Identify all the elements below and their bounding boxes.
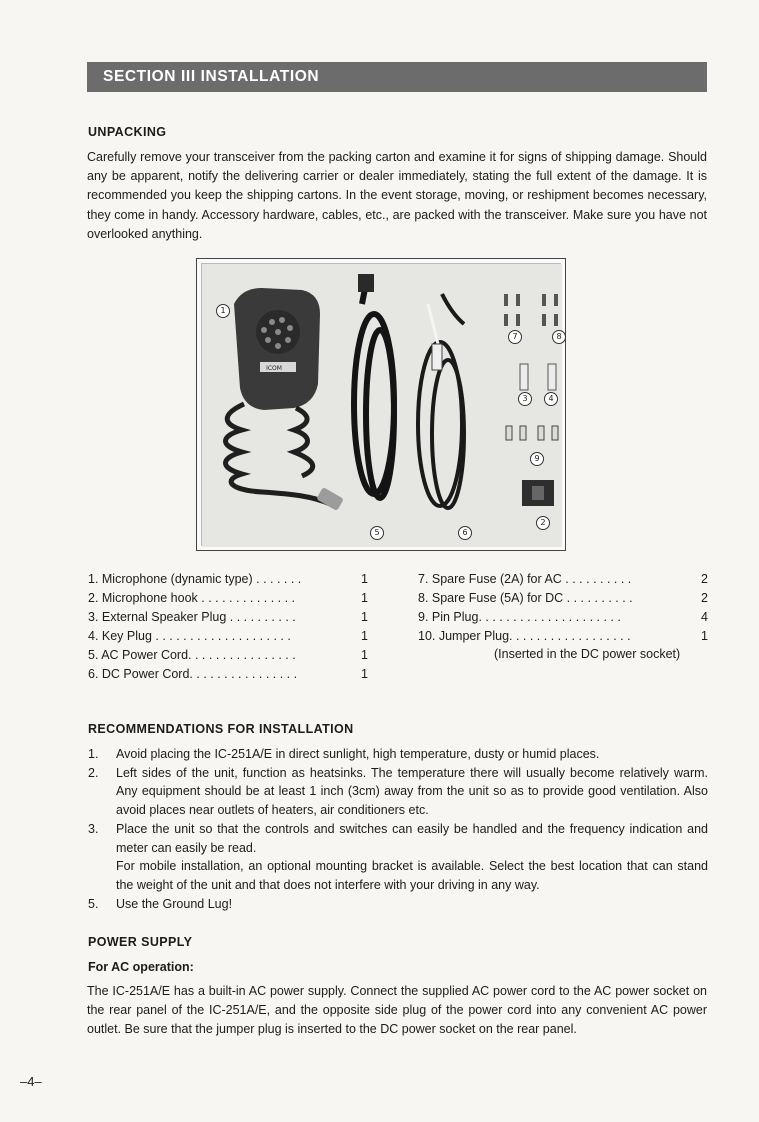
list-item: 3. External Speaker Plug . . . . . . . . . . 1 <box>88 610 368 624</box>
dc-fuse-holder-icon <box>432 344 442 370</box>
unpacking-heading: UNPACKING <box>88 125 167 139</box>
recommendations-list <box>88 745 708 913</box>
power-supply-paragraph: The IC-251A/E has a built-in AC power supply. Connect the supplied AC power cord to the AC power socket on the rear panel of the IC-251A/E, and the opposite side plug of the power cord into any convenient AC power outlet. Be sure that the jumper plug is inserted to the DC power socket on the rear panel. <box>87 984 707 1037</box>
list-item: 9. Pin Plug. . . . . . . . . . . . . . . . . . . . . 4 <box>418 610 708 624</box>
jumper-plug-note: (Inserted in the DC power socket) <box>494 647 681 661</box>
list-item: 6. DC Power Cord. . . . . . . . . . . . . . . . 1 <box>88 667 368 681</box>
callout-5: 5 <box>370 526 384 540</box>
callout-2: 2 <box>536 516 550 530</box>
mic-badge: ICOM <box>266 365 282 372</box>
list-item: 1. Avoid placing the IC-251A/E in direct sunlight, high temperature, dusty or humid places. <box>88 747 600 761</box>
photo-area <box>201 263 561 546</box>
accessory-list-right <box>418 570 708 646</box>
list-item: 2. Microphone hook . . . . . . . . . . . . . . 1 <box>88 591 368 605</box>
page-number: –4– <box>20 1074 42 1089</box>
ac-operation-subheading: For AC operation: <box>88 960 194 974</box>
list-item: 1. Microphone (dynamic type) . . . . . . . 1 <box>88 572 368 586</box>
power-supply-heading: POWER SUPPLY <box>88 935 193 949</box>
callout-8: 8 <box>552 330 566 344</box>
ac-plug-icon <box>358 274 374 292</box>
list-item: 3. Place the unit so that the controls and switches can easily be handled and the frequency indication and meter can easily be read. For mobile installation, an optional mounting bracket is available. Select the best location that can stand the weight of the unit and that does not interfere with your driving in any way. <box>88 821 708 892</box>
list-item: 2. Left sides of the unit, function as heatsinks. The temperature there will usually become relatively warm. Any equipment should be at least 1 inch (3cm) away from the unit so as to provide good ventilation. Also avoid places near outlets of heaters, air conditioners etc. <box>88 765 708 818</box>
section-banner: SECTION III INSTALLATION <box>87 62 707 92</box>
list-item: 7. Spare Fuse (2A) for AC . . . . . . . . . . 2 <box>418 572 708 586</box>
microphone-hook-icon <box>522 480 554 506</box>
callout-6: 6 <box>458 526 472 540</box>
microphone-icon <box>234 288 320 410</box>
accessories-illustration <box>202 264 562 547</box>
accessories-photo <box>196 258 566 551</box>
list-item: 10. Jumper Plug. . . . . . . . . . . . . . . . . . 1 <box>418 629 708 643</box>
unpacking-paragraph: Carefully remove your transceiver from the packing carton and examine it for signs of shipping damage. Should any be apparent, notify the delivering carrier or dealer immediately, stating the full extent of the damage. It is recommended you keep the shipping cartons. In the event storage, moving, or reshipment becomes necessary, they come in handy. Accessory hardware, cables, etc., are packed with the transceiver. Make sure you have not overlooked anything. <box>87 150 707 241</box>
list-item: 8. Spare Fuse (5A) for DC . . . . . . . . . . 2 <box>418 591 708 605</box>
callout-1: 1 <box>216 304 230 318</box>
callout-3: 3 <box>518 392 532 406</box>
list-item: 5. AC Power Cord. . . . . . . . . . . . . . . . 1 <box>88 648 368 662</box>
callout-7: 7 <box>508 330 522 344</box>
recommendations-heading: RECOMMENDATIONS FOR INSTALLATION <box>88 722 354 736</box>
list-item: 4. Key Plug . . . . . . . . . . . . . . . . . . . . 1 <box>88 629 368 643</box>
list-item: 5. Use the Ground Lug! <box>88 896 233 911</box>
callout-9: 9 <box>530 452 544 466</box>
callout-4: 4 <box>544 392 558 406</box>
accessory-list-left <box>88 570 368 684</box>
